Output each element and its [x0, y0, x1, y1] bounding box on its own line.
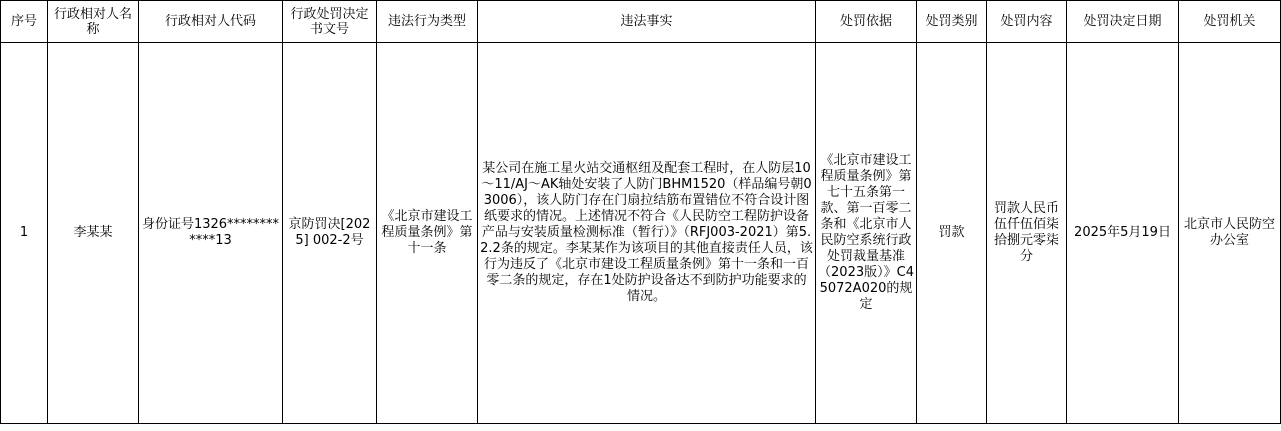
header-facts: 违法事实 [478, 1, 816, 43]
header-party-name: 行政相对人名称 [48, 1, 139, 43]
header-violation-type: 违法行为类型 [377, 1, 478, 43]
cell-category: 罚款 [917, 43, 987, 424]
header-content: 处罚内容 [987, 1, 1067, 43]
cell-doc-no: 京防罚决[2025] 002-2号 [283, 43, 377, 424]
header-party-code: 行政相对人代码 [139, 1, 283, 43]
cell-basis: 《北京市建设工程质量条例》第七十五条第一款、第一百零二条和《北京市人民防空系统行政处罚裁量基准（2023版）》C45072A020的规定 [816, 43, 917, 424]
header-basis: 处罚依据 [816, 1, 917, 43]
cell-violation-type: 《北京市建设工程质量条例》第十一条 [377, 43, 478, 424]
header-authority: 处罚机关 [1179, 1, 1281, 43]
cell-facts: 某公司在施工星火站交通枢纽及配套工程时，在人防层10～11/AJ～AK轴处安装了人防门BHM1520（样品编号朝03006），该人防门存在门扇拉结筋布置错位不符合设计图纸要求的情况。上述情况不符合《人民防空工程防护设备产品与安装质量检测标准（暂行）》（RFJ003-2021）第5.2.2条的规定。李某某作为该项目的其他直接责任人员，该行为违反了《北京市建设工程质量条例》第十一条和一百零二条的规定，存在1处防护设备达不到防护功能要求的情况。 [478, 43, 816, 424]
table-row [1, 43, 1281, 424]
header-doc-no: 行政处罚决定书文号 [283, 1, 377, 43]
header-date: 处罚决定日期 [1067, 1, 1179, 43]
cell-authority: 北京市人民防空办公室 [1179, 43, 1281, 424]
cell-party-code: 身份证号1326************13 [139, 43, 283, 424]
cell-content: 罚款人民币伍仟伍佰柒拾捌元零柒分 [987, 43, 1067, 424]
header-seq: 序号 [1, 1, 48, 43]
cell-party-name: 李某某 [48, 43, 139, 424]
cell-seq: 1 [1, 43, 48, 424]
header-row [1, 1, 1281, 43]
cell-date: 2025年5月19日 [1067, 43, 1179, 424]
header-category: 处罚类别 [917, 1, 987, 43]
